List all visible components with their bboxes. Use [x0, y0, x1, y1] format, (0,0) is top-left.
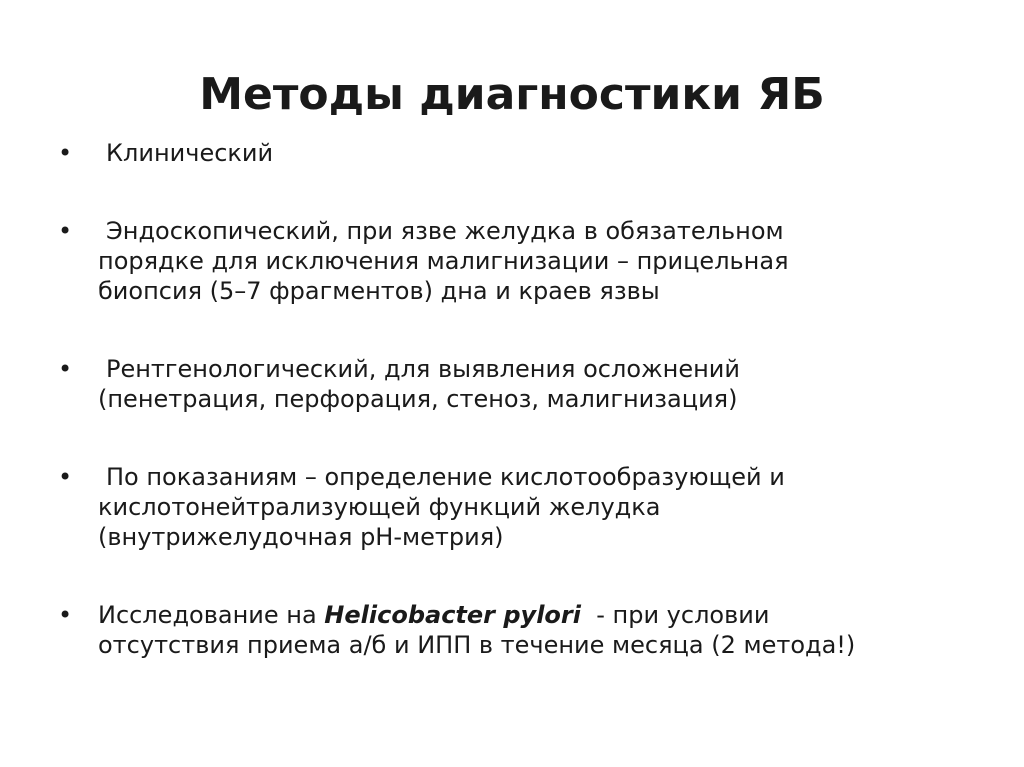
bullet-icon: • — [58, 139, 73, 167]
item-text: Исследование на — [98, 601, 325, 629]
list-item — [58, 138, 978, 168]
item-line: порядке для исключения малигнизации – прицельная — [98, 247, 789, 275]
item-line — [98, 600, 978, 630]
item-line: Рентгенологический, для выявления осложнений — [106, 355, 740, 383]
slide-title: Методы диагностики ЯБ — [199, 69, 825, 121]
bullet-icon: • — [58, 601, 73, 629]
item-text: - при условии — [580, 601, 770, 629]
bullet-icon: • — [58, 355, 73, 383]
list-item — [58, 216, 978, 306]
list-item — [58, 600, 978, 660]
item-line: отсутствия приема а/б и ИПП в течение месяца (2 метода!) — [98, 631, 856, 659]
item-line: кислотонейтрализующей функций желудка — [98, 493, 661, 521]
bullet-icon: • — [58, 463, 73, 491]
item-line: Эндоскопический, при язве желудка в обязательном — [106, 217, 784, 245]
list-item — [58, 354, 978, 414]
item-line: биопсия (5–7 фрагментов) дна и краев язвы — [98, 277, 660, 305]
item-line: (пенетрация, перфорация, стеноз, малигнизация) — [98, 385, 738, 413]
item-line: Клинический — [106, 139, 274, 167]
bacteria-name: Helicobacter pylori — [324, 601, 581, 629]
item-line: (внутрижелудочная рН-метрия) — [98, 523, 504, 551]
bullet-icon: • — [58, 217, 73, 245]
item-line: По показаниям – определение кислотообразующей и — [106, 463, 785, 491]
methods-list — [58, 138, 978, 660]
list-item — [58, 462, 978, 552]
